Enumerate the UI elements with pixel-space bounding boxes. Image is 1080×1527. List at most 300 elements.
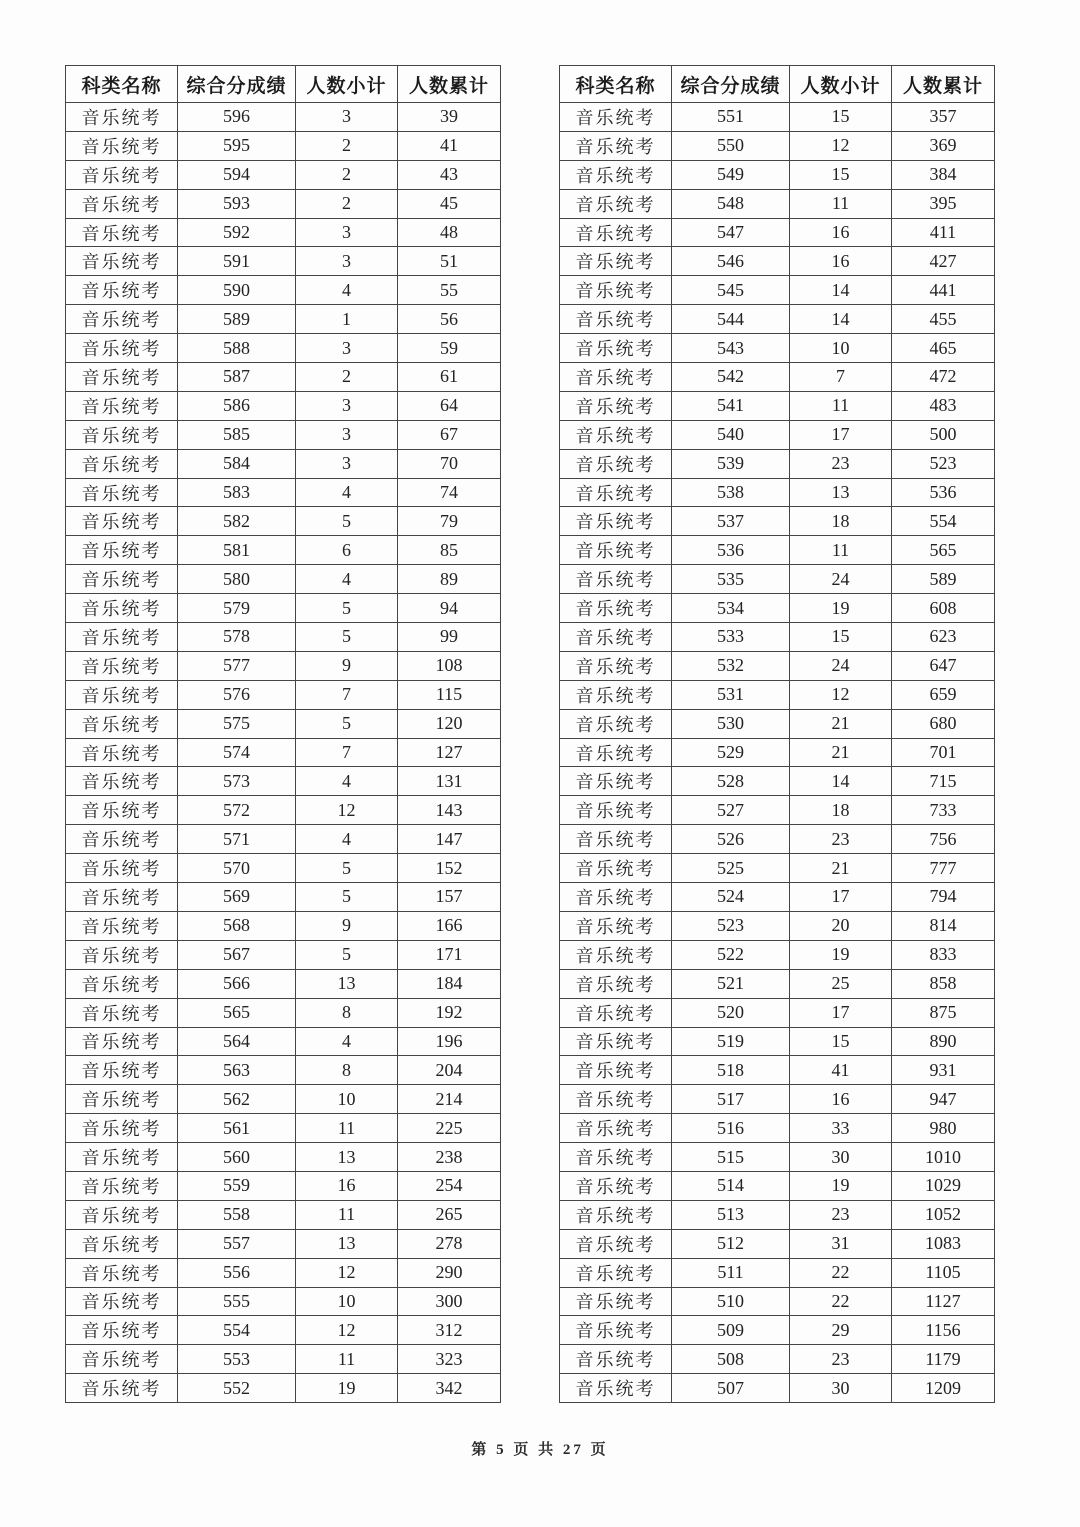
table-row bbox=[560, 507, 995, 536]
subtotal-cell: 6 bbox=[296, 536, 398, 565]
category-cell: 音乐统考 bbox=[560, 709, 672, 738]
table-row bbox=[560, 969, 995, 998]
score-cell: 527 bbox=[672, 796, 790, 825]
table-row bbox=[560, 796, 995, 825]
cumulative-cell: 56 bbox=[398, 305, 501, 334]
subtotal-cell: 10 bbox=[790, 334, 892, 363]
table-row bbox=[66, 1287, 501, 1316]
cumulative-cell: 589 bbox=[892, 565, 995, 594]
category-cell: 音乐统考 bbox=[66, 131, 178, 160]
category-cell: 音乐统考 bbox=[66, 247, 178, 276]
table-row bbox=[560, 1200, 995, 1229]
subtotal-cell: 2 bbox=[296, 160, 398, 189]
table-row bbox=[66, 594, 501, 623]
category-cell: 音乐统考 bbox=[560, 911, 672, 940]
score-cell: 586 bbox=[178, 391, 296, 420]
category-cell: 音乐统考 bbox=[66, 709, 178, 738]
subtotal-cell: 23 bbox=[790, 825, 892, 854]
score-cell: 592 bbox=[178, 218, 296, 247]
table-row bbox=[560, 1027, 995, 1056]
score-cell: 551 bbox=[672, 103, 790, 132]
cumulative-cell: 756 bbox=[892, 825, 995, 854]
cumulative-cell: 733 bbox=[892, 796, 995, 825]
category-cell: 音乐统考 bbox=[66, 334, 178, 363]
cumulative-cell: 384 bbox=[892, 160, 995, 189]
table-row bbox=[66, 449, 501, 478]
cumulative-cell: 890 bbox=[892, 1027, 995, 1056]
score-cell: 543 bbox=[672, 334, 790, 363]
score-cell: 528 bbox=[672, 767, 790, 796]
cumulative-cell: 152 bbox=[398, 854, 501, 883]
score-cell: 595 bbox=[178, 131, 296, 160]
cumulative-cell: 833 bbox=[892, 940, 995, 969]
subtotal-cell: 18 bbox=[790, 507, 892, 536]
score-cell: 570 bbox=[178, 854, 296, 883]
category-cell: 音乐统考 bbox=[66, 969, 178, 998]
score-cell: 517 bbox=[672, 1085, 790, 1114]
cumulative-cell: 701 bbox=[892, 738, 995, 767]
subtotal-cell: 4 bbox=[296, 825, 398, 854]
cumulative-cell: 554 bbox=[892, 507, 995, 536]
category-cell: 音乐统考 bbox=[66, 1085, 178, 1114]
score-cell: 581 bbox=[178, 536, 296, 565]
subtotal-cell: 11 bbox=[790, 391, 892, 420]
cumulative-cell: 265 bbox=[398, 1200, 501, 1229]
table-row bbox=[560, 391, 995, 420]
subtotal-cell: 5 bbox=[296, 709, 398, 738]
table-row bbox=[560, 825, 995, 854]
column-header-0: 科类名称 bbox=[560, 66, 672, 103]
cumulative-cell: 225 bbox=[398, 1114, 501, 1143]
category-cell: 音乐统考 bbox=[560, 767, 672, 796]
subtotal-cell: 22 bbox=[790, 1258, 892, 1287]
cumulative-cell: 70 bbox=[398, 449, 501, 478]
table-row bbox=[66, 651, 501, 680]
table-row bbox=[66, 478, 501, 507]
table-row bbox=[560, 334, 995, 363]
subtotal-cell: 24 bbox=[790, 565, 892, 594]
category-cell: 音乐统考 bbox=[560, 247, 672, 276]
subtotal-cell: 19 bbox=[296, 1374, 398, 1403]
subtotal-cell: 17 bbox=[790, 883, 892, 912]
score-cell: 549 bbox=[672, 160, 790, 189]
category-cell: 音乐统考 bbox=[560, 565, 672, 594]
subtotal-cell: 15 bbox=[790, 103, 892, 132]
table-row bbox=[66, 189, 501, 218]
column-header-1: 综合分成绩 bbox=[672, 66, 790, 103]
cumulative-cell: 1127 bbox=[892, 1287, 995, 1316]
subtotal-cell: 3 bbox=[296, 247, 398, 276]
score-cell: 578 bbox=[178, 623, 296, 652]
score-cell: 535 bbox=[672, 565, 790, 594]
subtotal-cell: 21 bbox=[790, 738, 892, 767]
cumulative-cell: 61 bbox=[398, 363, 501, 392]
subtotal-cell: 11 bbox=[790, 536, 892, 565]
category-cell: 音乐统考 bbox=[66, 1287, 178, 1316]
cumulative-cell: 1052 bbox=[892, 1200, 995, 1229]
subtotal-cell: 3 bbox=[296, 218, 398, 247]
subtotal-cell: 14 bbox=[790, 305, 892, 334]
score-cell: 574 bbox=[178, 738, 296, 767]
score-cell: 544 bbox=[672, 305, 790, 334]
category-cell: 音乐统考 bbox=[560, 1345, 672, 1374]
score-cell: 548 bbox=[672, 189, 790, 218]
subtotal-cell: 8 bbox=[296, 998, 398, 1027]
score-cell: 577 bbox=[178, 651, 296, 680]
score-cell: 512 bbox=[672, 1229, 790, 1258]
cumulative-cell: 342 bbox=[398, 1374, 501, 1403]
category-cell: 音乐统考 bbox=[560, 1287, 672, 1316]
score-cell: 510 bbox=[672, 1287, 790, 1316]
cumulative-cell: 441 bbox=[892, 276, 995, 305]
cumulative-cell: 455 bbox=[892, 305, 995, 334]
cumulative-cell: 536 bbox=[892, 478, 995, 507]
score-cell: 556 bbox=[178, 1258, 296, 1287]
cumulative-cell: 147 bbox=[398, 825, 501, 854]
category-cell: 音乐统考 bbox=[66, 680, 178, 709]
score-cell: 536 bbox=[672, 536, 790, 565]
score-cell: 525 bbox=[672, 854, 790, 883]
subtotal-cell: 5 bbox=[296, 623, 398, 652]
category-cell: 音乐统考 bbox=[66, 160, 178, 189]
category-cell: 音乐统考 bbox=[560, 1143, 672, 1172]
subtotal-cell: 2 bbox=[296, 131, 398, 160]
subtotal-cell: 15 bbox=[790, 623, 892, 652]
cumulative-cell: 1179 bbox=[892, 1345, 995, 1374]
cumulative-cell: 483 bbox=[892, 391, 995, 420]
score-cell: 565 bbox=[178, 998, 296, 1027]
score-cell: 513 bbox=[672, 1200, 790, 1229]
category-cell: 音乐统考 bbox=[560, 1027, 672, 1056]
table-row bbox=[66, 507, 501, 536]
table-row bbox=[66, 247, 501, 276]
cumulative-cell: 94 bbox=[398, 594, 501, 623]
table-row bbox=[66, 709, 501, 738]
score-cell: 520 bbox=[672, 998, 790, 1027]
category-cell: 音乐统考 bbox=[66, 565, 178, 594]
cumulative-cell: 565 bbox=[892, 536, 995, 565]
table-row bbox=[66, 1056, 501, 1085]
category-cell: 音乐统考 bbox=[66, 1143, 178, 1172]
table-row bbox=[66, 825, 501, 854]
score-cell: 562 bbox=[178, 1085, 296, 1114]
category-cell: 音乐统考 bbox=[560, 1056, 672, 1085]
cumulative-cell: 300 bbox=[398, 1287, 501, 1316]
page-footer: 第 5 页 共 27 页 bbox=[471, 1442, 609, 1458]
subtotal-cell: 19 bbox=[790, 940, 892, 969]
cumulative-cell: 157 bbox=[398, 883, 501, 912]
category-cell: 音乐统考 bbox=[66, 1316, 178, 1345]
score-cell: 571 bbox=[178, 825, 296, 854]
cumulative-cell: 500 bbox=[892, 420, 995, 449]
table-row bbox=[66, 565, 501, 594]
subtotal-cell: 24 bbox=[790, 651, 892, 680]
score-cell: 533 bbox=[672, 623, 790, 652]
cumulative-cell: 192 bbox=[398, 998, 501, 1027]
table-row bbox=[560, 218, 995, 247]
cumulative-cell: 523 bbox=[892, 449, 995, 478]
table-row bbox=[66, 131, 501, 160]
table-row bbox=[66, 1027, 501, 1056]
category-cell: 音乐统考 bbox=[560, 1171, 672, 1200]
score-cell: 576 bbox=[178, 680, 296, 709]
subtotal-cell: 4 bbox=[296, 767, 398, 796]
category-cell: 音乐统考 bbox=[560, 854, 672, 883]
cumulative-cell: 1209 bbox=[892, 1374, 995, 1403]
category-cell: 音乐统考 bbox=[66, 594, 178, 623]
table-row bbox=[66, 854, 501, 883]
subtotal-cell: 12 bbox=[296, 1258, 398, 1287]
category-cell: 音乐统考 bbox=[560, 103, 672, 132]
score-cell: 582 bbox=[178, 507, 296, 536]
subtotal-cell: 5 bbox=[296, 594, 398, 623]
subtotal-cell: 23 bbox=[790, 1200, 892, 1229]
subtotal-cell: 5 bbox=[296, 940, 398, 969]
table-row bbox=[560, 940, 995, 969]
column-header-0: 科类名称 bbox=[66, 66, 178, 103]
cumulative-cell: 608 bbox=[892, 594, 995, 623]
cumulative-cell: 369 bbox=[892, 131, 995, 160]
table-row bbox=[66, 1345, 501, 1374]
category-cell: 音乐统考 bbox=[66, 478, 178, 507]
table-row bbox=[560, 883, 995, 912]
column-header-3: 人数累计 bbox=[892, 66, 995, 103]
score-cell: 540 bbox=[672, 420, 790, 449]
score-cell: 547 bbox=[672, 218, 790, 247]
category-cell: 音乐统考 bbox=[66, 1027, 178, 1056]
table-row bbox=[560, 767, 995, 796]
table-row bbox=[560, 1114, 995, 1143]
subtotal-cell: 11 bbox=[790, 189, 892, 218]
subtotal-cell: 4 bbox=[296, 565, 398, 594]
subtotal-cell: 10 bbox=[296, 1287, 398, 1316]
score-cell: 569 bbox=[178, 883, 296, 912]
category-cell: 音乐统考 bbox=[560, 1229, 672, 1258]
subtotal-cell: 19 bbox=[790, 1171, 892, 1200]
score-cell: 560 bbox=[178, 1143, 296, 1172]
score-cell: 590 bbox=[178, 276, 296, 305]
table-row bbox=[560, 738, 995, 767]
subtotal-cell: 19 bbox=[790, 594, 892, 623]
score-cell: 580 bbox=[178, 565, 296, 594]
score-cell: 564 bbox=[178, 1027, 296, 1056]
category-cell: 音乐统考 bbox=[560, 1316, 672, 1345]
cumulative-cell: 715 bbox=[892, 767, 995, 796]
category-cell: 音乐统考 bbox=[560, 940, 672, 969]
subtotal-cell: 2 bbox=[296, 363, 398, 392]
table-row bbox=[560, 911, 995, 940]
table-row bbox=[66, 391, 501, 420]
category-cell: 音乐统考 bbox=[66, 1374, 178, 1403]
score-cell: 552 bbox=[178, 1374, 296, 1403]
table-row bbox=[560, 998, 995, 1027]
score-cell: 538 bbox=[672, 478, 790, 507]
score-cell: 596 bbox=[178, 103, 296, 132]
subtotal-cell: 12 bbox=[296, 796, 398, 825]
category-cell: 音乐统考 bbox=[560, 1085, 672, 1114]
subtotal-cell: 12 bbox=[790, 680, 892, 709]
table-row bbox=[66, 1171, 501, 1200]
category-cell: 音乐统考 bbox=[560, 998, 672, 1027]
category-cell: 音乐统考 bbox=[66, 738, 178, 767]
category-cell: 音乐统考 bbox=[66, 276, 178, 305]
cumulative-cell: 1105 bbox=[892, 1258, 995, 1287]
score-cell: 553 bbox=[178, 1345, 296, 1374]
subtotal-cell: 12 bbox=[790, 131, 892, 160]
cumulative-cell: 323 bbox=[398, 1345, 501, 1374]
table-row bbox=[560, 680, 995, 709]
score-cell: 555 bbox=[178, 1287, 296, 1316]
category-cell: 音乐统考 bbox=[560, 507, 672, 536]
category-cell: 音乐统考 bbox=[560, 478, 672, 507]
cumulative-cell: 171 bbox=[398, 940, 501, 969]
cumulative-cell: 55 bbox=[398, 276, 501, 305]
cumulative-cell: 214 bbox=[398, 1085, 501, 1114]
score-cell: 531 bbox=[672, 680, 790, 709]
table-row bbox=[66, 911, 501, 940]
subtotal-cell: 25 bbox=[790, 969, 892, 998]
table-row bbox=[560, 651, 995, 680]
table-row bbox=[66, 1143, 501, 1172]
subtotal-cell: 7 bbox=[790, 363, 892, 392]
subtotal-cell: 41 bbox=[790, 1056, 892, 1085]
subtotal-cell: 3 bbox=[296, 391, 398, 420]
score-cell: 573 bbox=[178, 767, 296, 796]
score-table-right bbox=[559, 65, 995, 1403]
subtotal-cell: 29 bbox=[790, 1316, 892, 1345]
cumulative-cell: 472 bbox=[892, 363, 995, 392]
table-row bbox=[560, 103, 995, 132]
cumulative-cell: 85 bbox=[398, 536, 501, 565]
score-cell: 518 bbox=[672, 1056, 790, 1085]
table-row bbox=[66, 1229, 501, 1258]
table-row bbox=[560, 276, 995, 305]
score-cell: 546 bbox=[672, 247, 790, 276]
subtotal-cell: 4 bbox=[296, 478, 398, 507]
category-cell: 音乐统考 bbox=[560, 449, 672, 478]
score-cell: 524 bbox=[672, 883, 790, 912]
cumulative-cell: 1083 bbox=[892, 1229, 995, 1258]
table-row bbox=[66, 969, 501, 998]
category-cell: 音乐统考 bbox=[66, 305, 178, 334]
cumulative-cell: 947 bbox=[892, 1085, 995, 1114]
category-cell: 音乐统考 bbox=[560, 276, 672, 305]
cumulative-cell: 312 bbox=[398, 1316, 501, 1345]
table-row bbox=[560, 189, 995, 218]
cumulative-cell: 1010 bbox=[892, 1143, 995, 1172]
cumulative-cell: 278 bbox=[398, 1229, 501, 1258]
subtotal-cell: 14 bbox=[790, 276, 892, 305]
subtotal-cell: 13 bbox=[296, 969, 398, 998]
cumulative-cell: 184 bbox=[398, 969, 501, 998]
score-cell: 591 bbox=[178, 247, 296, 276]
category-cell: 音乐统考 bbox=[560, 623, 672, 652]
subtotal-cell: 3 bbox=[296, 420, 398, 449]
category-cell: 音乐统考 bbox=[560, 218, 672, 247]
table-header bbox=[560, 66, 995, 103]
table-row bbox=[66, 883, 501, 912]
table-row bbox=[66, 1258, 501, 1287]
cumulative-cell: 858 bbox=[892, 969, 995, 998]
category-cell: 音乐统考 bbox=[66, 1056, 178, 1085]
category-cell: 音乐统考 bbox=[560, 651, 672, 680]
cumulative-cell: 623 bbox=[892, 623, 995, 652]
table-row bbox=[66, 334, 501, 363]
subtotal-cell: 17 bbox=[790, 998, 892, 1027]
cumulative-cell: 166 bbox=[398, 911, 501, 940]
table-row bbox=[560, 1143, 995, 1172]
table-row bbox=[560, 1229, 995, 1258]
subtotal-cell: 3 bbox=[296, 103, 398, 132]
subtotal-cell: 33 bbox=[790, 1114, 892, 1143]
table-body bbox=[560, 103, 995, 1403]
table-row bbox=[66, 680, 501, 709]
category-cell: 音乐统考 bbox=[66, 1200, 178, 1229]
subtotal-cell: 14 bbox=[790, 767, 892, 796]
table-row bbox=[66, 1114, 501, 1143]
subtotal-cell: 21 bbox=[790, 854, 892, 883]
score-cell: 584 bbox=[178, 449, 296, 478]
score-cell: 526 bbox=[672, 825, 790, 854]
score-cell: 575 bbox=[178, 709, 296, 738]
subtotal-cell: 5 bbox=[296, 507, 398, 536]
table-row bbox=[560, 478, 995, 507]
category-cell: 音乐统考 bbox=[66, 363, 178, 392]
category-cell: 音乐统考 bbox=[560, 969, 672, 998]
cumulative-cell: 875 bbox=[892, 998, 995, 1027]
cumulative-cell: 67 bbox=[398, 420, 501, 449]
score-cell: 579 bbox=[178, 594, 296, 623]
category-cell: 音乐统考 bbox=[66, 825, 178, 854]
subtotal-cell: 5 bbox=[296, 854, 398, 883]
category-cell: 音乐统考 bbox=[66, 911, 178, 940]
table-row bbox=[560, 1171, 995, 1200]
subtotal-cell: 23 bbox=[790, 1345, 892, 1374]
subtotal-cell: 30 bbox=[790, 1374, 892, 1403]
category-cell: 音乐统考 bbox=[560, 738, 672, 767]
category-cell: 音乐统考 bbox=[66, 420, 178, 449]
subtotal-cell: 16 bbox=[790, 218, 892, 247]
subtotal-cell: 12 bbox=[296, 1316, 398, 1345]
table-row bbox=[560, 536, 995, 565]
subtotal-cell: 16 bbox=[790, 1085, 892, 1114]
table-row bbox=[66, 420, 501, 449]
table-row bbox=[560, 594, 995, 623]
category-cell: 音乐统考 bbox=[560, 391, 672, 420]
score-tables-container bbox=[65, 65, 995, 1403]
subtotal-cell: 31 bbox=[790, 1229, 892, 1258]
cumulative-cell: 980 bbox=[892, 1114, 995, 1143]
column-header-1: 综合分成绩 bbox=[178, 66, 296, 103]
score-cell: 587 bbox=[178, 363, 296, 392]
category-cell: 音乐统考 bbox=[66, 796, 178, 825]
table-row bbox=[66, 276, 501, 305]
category-cell: 音乐统考 bbox=[66, 940, 178, 969]
score-cell: 529 bbox=[672, 738, 790, 767]
cumulative-cell: 647 bbox=[892, 651, 995, 680]
score-cell: 550 bbox=[672, 131, 790, 160]
category-cell: 音乐统考 bbox=[66, 1114, 178, 1143]
category-cell: 音乐统考 bbox=[560, 1258, 672, 1287]
category-cell: 音乐统考 bbox=[560, 680, 672, 709]
score-cell: 545 bbox=[672, 276, 790, 305]
subtotal-cell: 22 bbox=[790, 1287, 892, 1316]
table-row bbox=[560, 1345, 995, 1374]
score-cell: 522 bbox=[672, 940, 790, 969]
subtotal-cell: 23 bbox=[790, 449, 892, 478]
table-row bbox=[560, 565, 995, 594]
cumulative-cell: 254 bbox=[398, 1171, 501, 1200]
